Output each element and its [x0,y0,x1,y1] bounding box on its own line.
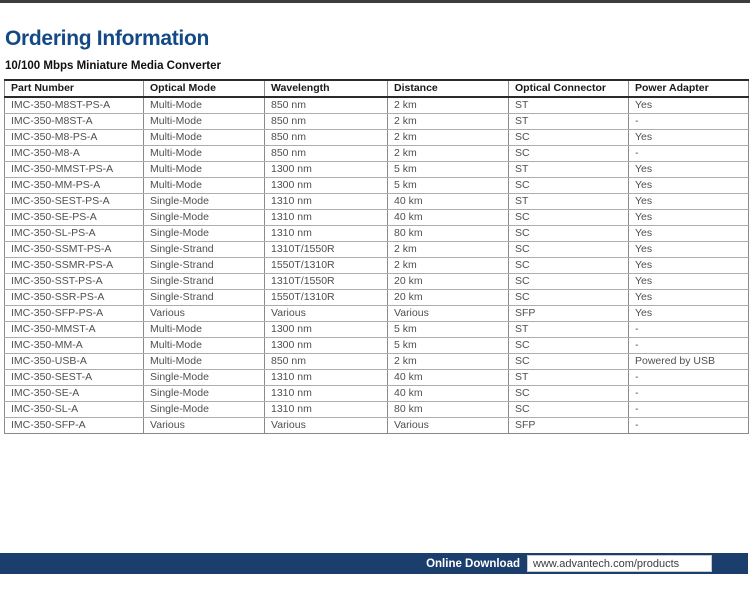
table-cell: 40 km [388,194,509,210]
column-header: Distance [388,80,509,97]
table-cell: SC [509,130,629,146]
table-row [5,97,749,114]
table-cell: SC [509,338,629,354]
table-cell: 5 km [388,322,509,338]
table-cell: Single-Mode [144,370,265,386]
table-cell: 20 km [388,290,509,306]
table-cell: 2 km [388,242,509,258]
ordering-information-table [4,79,749,434]
table-cell: SC [509,402,629,418]
table-cell: IMC-350-SEST-PS-A [5,194,144,210]
table-cell: IMC-350-SL-PS-A [5,226,144,242]
table-cell: 1300 nm [265,322,388,338]
column-header: Optical Connector [509,80,629,97]
table-cell: IMC-350-SE-PS-A [5,210,144,226]
table-body [5,97,749,434]
table-cell: Single-Strand [144,258,265,274]
table-cell: SC [509,178,629,194]
footer-bar [0,553,748,574]
table-row [5,322,749,338]
table-cell: 2 km [388,114,509,130]
table-cell: SC [509,210,629,226]
table-cell: SC [509,290,629,306]
table-cell: SC [509,226,629,242]
table-cell: Powered by USB [629,354,749,370]
table-cell: Multi-Mode [144,130,265,146]
table-cell: Yes [629,210,749,226]
table-cell: SC [509,146,629,162]
table-cell: IMC-350-M8-PS-A [5,130,144,146]
table-cell: 1310 nm [265,370,388,386]
table-cell: Single-Mode [144,402,265,418]
table-cell: 5 km [388,162,509,178]
table-cell: ST [509,162,629,178]
table-cell: ST [509,322,629,338]
table-row [5,306,749,322]
table-cell: Multi-Mode [144,354,265,370]
table-cell: IMC-350-MMST-A [5,322,144,338]
table-cell: Multi-Mode [144,322,265,338]
table-cell: IMC-350-SSMR-PS-A [5,258,144,274]
page-title: Ordering Information [5,27,210,50]
table-cell: SFP [509,306,629,322]
table-cell: 1310T/1550R [265,242,388,258]
table-cell: Various [265,418,388,434]
column-header: Power Adapter [629,80,749,97]
table-cell: 1310T/1550R [265,274,388,290]
table-cell: SC [509,274,629,290]
table-cell: 40 km [388,386,509,402]
table-cell: 5 km [388,178,509,194]
table-cell: Single-Strand [144,242,265,258]
table-cell: 850 nm [265,130,388,146]
table-cell: 1310 nm [265,402,388,418]
table-cell: Yes [629,226,749,242]
table-cell: Single-Mode [144,226,265,242]
table-row [5,274,749,290]
table-row [5,370,749,386]
table-cell: Single-Mode [144,194,265,210]
table-cell: ST [509,194,629,210]
table-row [5,226,749,242]
table-cell: - [629,370,749,386]
table-row [5,130,749,146]
table-cell: 1310 nm [265,226,388,242]
download-url[interactable]: www.advantech.com/products [533,557,680,570]
table-cell: Multi-Mode [144,338,265,354]
table-header-row [5,80,749,97]
table-row [5,162,749,178]
table-cell: IMC-350-SE-A [5,386,144,402]
table-cell: Various [265,306,388,322]
table-cell: - [629,402,749,418]
table-cell: 80 km [388,402,509,418]
table-cell: Single-Mode [144,210,265,226]
table-row [5,242,749,258]
section-subtitle: 10/100 Mbps Miniature Media Converter [5,60,222,72]
table-cell: Yes [629,178,749,194]
table-cell: 2 km [388,146,509,162]
table-cell: - [629,322,749,338]
download-url-box[interactable] [527,555,712,572]
table-row [5,146,749,162]
table-cell: 5 km [388,338,509,354]
table-cell: - [629,338,749,354]
table-cell: 1550T/1310R [265,258,388,274]
table-cell: Multi-Mode [144,162,265,178]
online-download-label: Online Download [426,557,520,570]
table-cell: 850 nm [265,97,388,114]
table-cell: Multi-Mode [144,97,265,114]
table-cell: 1300 nm [265,162,388,178]
table-cell: 2 km [388,130,509,146]
table-cell: 1310 nm [265,194,388,210]
table-cell: IMC-350-MM-A [5,338,144,354]
table-cell: ST [509,370,629,386]
table-cell: 1310 nm [265,210,388,226]
table-cell: Various [144,306,265,322]
table-cell: 1300 nm [265,338,388,354]
table-row [5,354,749,370]
table-cell: 20 km [388,274,509,290]
table-cell: 40 km [388,210,509,226]
table-cell: SC [509,386,629,402]
table-cell: 2 km [388,354,509,370]
table-cell: Single-Mode [144,386,265,402]
table-cell: IMC-350-SEST-A [5,370,144,386]
table-cell: Yes [629,306,749,322]
table-cell: 1300 nm [265,178,388,194]
table-row [5,210,749,226]
table-cell: Various [144,418,265,434]
column-header: Optical Mode [144,80,265,97]
table-cell: Yes [629,130,749,146]
table-row [5,290,749,306]
table-cell: 80 km [388,226,509,242]
table-cell: Yes [629,258,749,274]
table-cell: 850 nm [265,146,388,162]
table-cell: SC [509,242,629,258]
table-cell: IMC-350-SFP-PS-A [5,306,144,322]
table-cell: - [629,114,749,130]
table-cell: IMC-350-USB-A [5,354,144,370]
table-cell: 1550T/1310R [265,290,388,306]
table-cell: IMC-350-SL-A [5,402,144,418]
table-row [5,194,749,210]
column-header: Wavelength [265,80,388,97]
table-row [5,418,749,434]
column-header: Part Number [5,80,144,97]
table-cell: 40 km [388,370,509,386]
table-row [5,178,749,194]
table-row [5,114,749,130]
table-row [5,386,749,402]
table-row [5,258,749,274]
table-cell: SFP [509,418,629,434]
table-row [5,338,749,354]
table-row [5,402,749,418]
table-cell: 1310 nm [265,386,388,402]
table-cell: Various [388,306,509,322]
table-cell: IMC-350-SSMT-PS-A [5,242,144,258]
table-cell: IMC-350-SFP-A [5,418,144,434]
table-cell: Yes [629,290,749,306]
table-cell: Multi-Mode [144,178,265,194]
table-cell: SC [509,258,629,274]
table-cell: - [629,146,749,162]
table-cell: Single-Strand [144,274,265,290]
table-cell: Multi-Mode [144,146,265,162]
table-cell: IMC-350-MM-PS-A [5,178,144,194]
table-cell: - [629,386,749,402]
table-cell: ST [509,114,629,130]
table-cell: 2 km [388,97,509,114]
table-cell: Multi-Mode [144,114,265,130]
table-cell: 850 nm [265,114,388,130]
table-cell: IMC-350-MMST-PS-A [5,162,144,178]
table-cell: - [629,418,749,434]
table-cell: 850 nm [265,354,388,370]
table-cell: IMC-350-SSR-PS-A [5,290,144,306]
table-cell: IMC-350-M8ST-A [5,114,144,130]
table-cell: Various [388,418,509,434]
table-header [5,80,749,97]
table-cell: IMC-350-M8ST-PS-A [5,97,144,114]
table-cell: Yes [629,194,749,210]
table-cell: Yes [629,97,749,114]
table-cell: Yes [629,274,749,290]
top-divider-bar [0,0,750,3]
table-cell: Yes [629,242,749,258]
table-cell: Yes [629,162,749,178]
table-cell: ST [509,97,629,114]
table-cell: SC [509,354,629,370]
table-cell: Single-Strand [144,290,265,306]
table-cell: 2 km [388,258,509,274]
table-cell: IMC-350-M8-A [5,146,144,162]
table-cell: IMC-350-SST-PS-A [5,274,144,290]
